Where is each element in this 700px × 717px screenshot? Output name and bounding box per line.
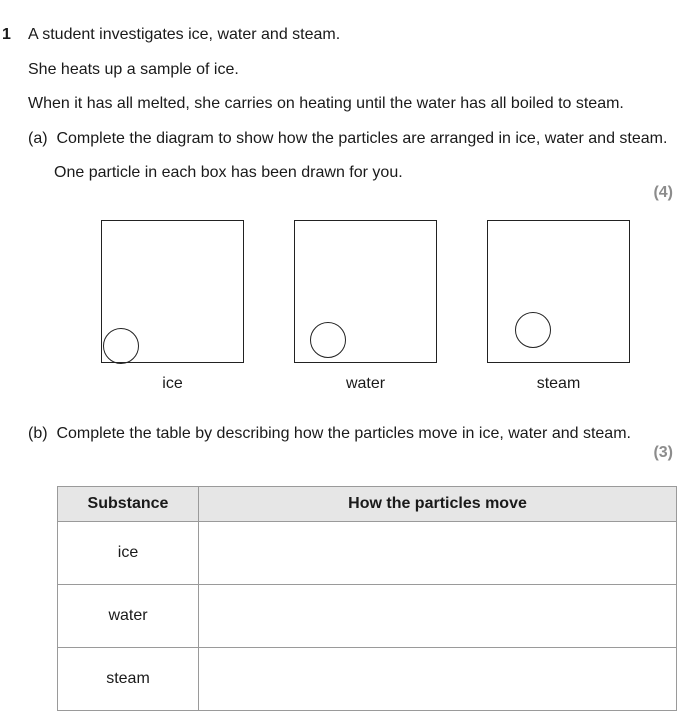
- part-a-label: (a): [28, 130, 48, 147]
- part-b-label: (b): [28, 425, 48, 442]
- steam-particle: [515, 312, 551, 348]
- question-number: 1: [2, 26, 11, 43]
- water-particle-box[interactable]: [294, 220, 437, 363]
- intro-line-2: She heats up a sample of ice.: [28, 61, 239, 78]
- part-a-sub-instruction: One particle in each box has been drawn for you.: [54, 164, 403, 181]
- part-a-marks: (4): [653, 184, 673, 201]
- steam-box-label: steam: [536, 375, 581, 392]
- ice-box-label: ice: [162, 375, 183, 392]
- table-row-ice: [58, 522, 677, 585]
- water-particle: [310, 322, 346, 358]
- part-b-marks: (3): [653, 444, 673, 461]
- movement-answer-cell-steam[interactable]: [199, 648, 677, 711]
- substance-cell-ice: ice: [58, 522, 199, 585]
- intro-line-1: A student investigates ice, water and steam.: [28, 26, 341, 43]
- movement-header: How the particles move: [199, 487, 677, 522]
- steam-particle-box[interactable]: [487, 220, 630, 363]
- particle-movement-table: [57, 486, 677, 711]
- part-b-text: Complete the table by describing how the particles move in ice, water and steam.: [56, 425, 631, 442]
- substance-cell-steam: steam: [58, 648, 199, 711]
- table-row-water: [58, 585, 677, 648]
- water-box-label: water: [345, 375, 386, 392]
- substance-header: Substance: [58, 487, 199, 522]
- part-b-instruction: [28, 425, 631, 443]
- part-a-instruction: [28, 130, 667, 148]
- substance-cell-water: water: [58, 585, 199, 648]
- movement-answer-cell-water[interactable]: [199, 585, 677, 648]
- movement-answer-cell-ice[interactable]: [199, 522, 677, 585]
- part-a-text: Complete the diagram to show how the particles are arranged in ice, water and steam.: [56, 130, 668, 147]
- intro-line-3: When it has all melted, she carries on heating until the water has all boiled to steam.: [28, 95, 624, 112]
- table-row-steam: [58, 648, 677, 711]
- ice-particle-box[interactable]: [101, 220, 244, 363]
- ice-particle: [103, 328, 139, 364]
- table-header-row: [58, 487, 677, 522]
